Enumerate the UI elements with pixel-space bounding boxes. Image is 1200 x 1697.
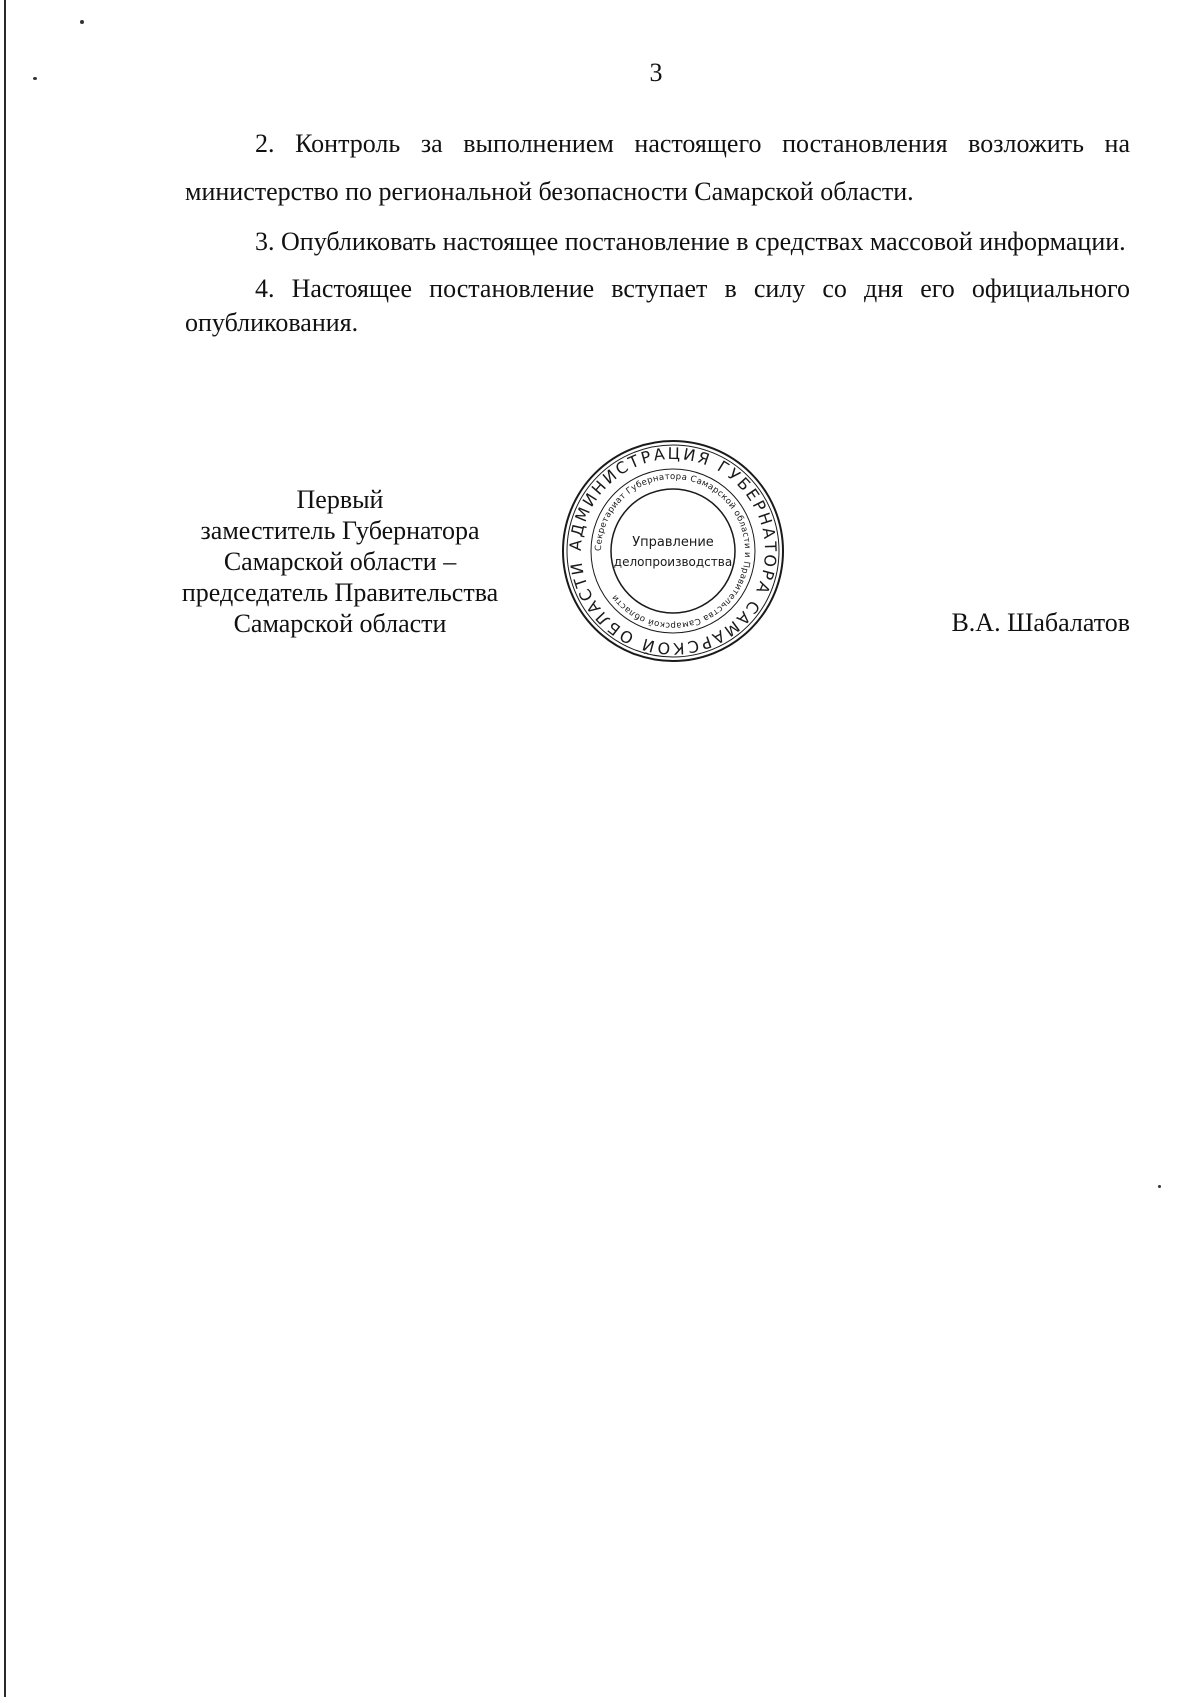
scan-edge-line [4,0,6,1697]
seal-middle-ring [591,469,755,633]
scan-speck [1158,1185,1161,1188]
seal-outer-textpath: АДМИНИСТРАЦИЯ ГУБЕРНАТОРА САМАРСКОЙ ОБЛАСТИ [565,443,781,659]
signatory-title-line: заместитель Губернатора [200,516,480,545]
signatory-title [160,484,520,639]
paragraph-3: 3. Опубликовать настоящее постановление в средствах массовой информации. [255,227,1126,256]
seal-middle-textpath: Секретариат Губернатора Самарской области и Правительства Самарской области [593,471,753,631]
page-number: 3 [649,58,663,87]
seal-inner-ring [611,489,735,613]
seal-middle-text [594,472,752,630]
signatory-name: В.А. Шабалатов [951,608,1130,637]
official-seal [560,438,786,664]
paragraph-2: 2. Контроль за выполнением настоящего постановления возложить на министерство по региональной безопасности Самарской области. [185,129,1130,206]
paragraph-4: 4. Настоящее постановление вступает в силу со дня его официального опубликования. [185,274,1130,337]
signatory-title-line: Самарской области – [223,547,457,576]
signatory-title-line: Первый [296,485,384,514]
seal-center-line-1: Управление [632,535,714,550]
document-body [185,120,1130,342]
signatory-title-line: Самарской области [233,609,447,638]
signatory-title-line: председатель Правительства [181,578,499,607]
seal-center-line-2: делопроизводства [613,555,733,569]
scan-speck [80,20,84,24]
